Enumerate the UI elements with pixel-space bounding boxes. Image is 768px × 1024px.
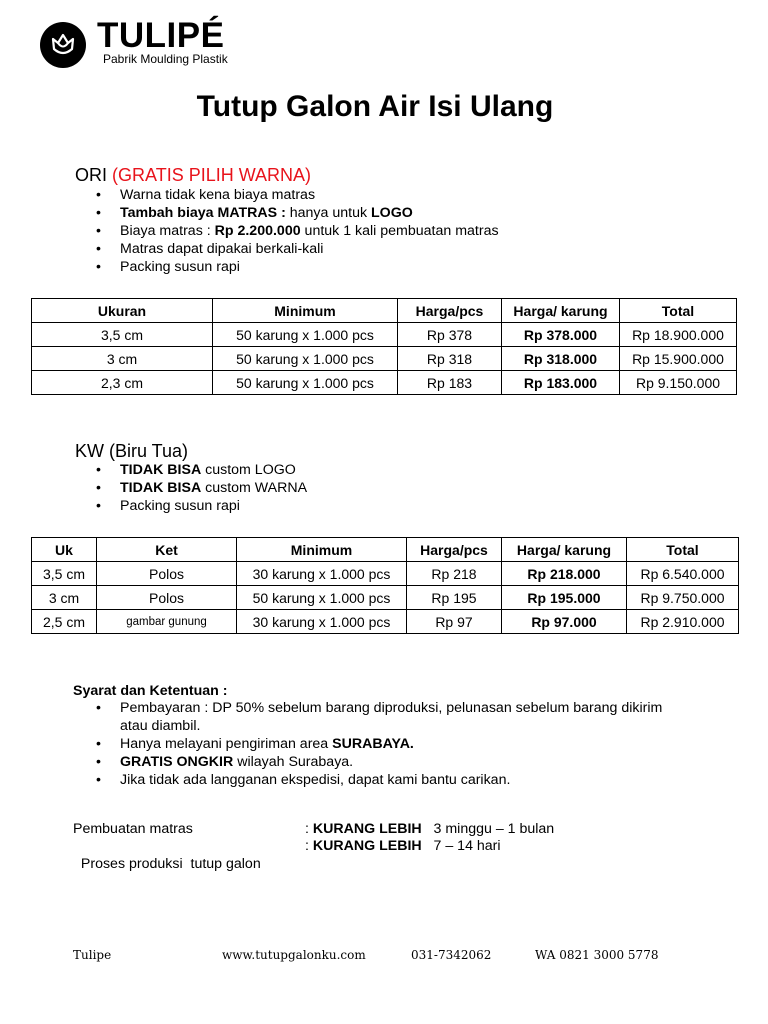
table-cell: Rp 183 (398, 371, 502, 395)
table-row (32, 562, 739, 586)
table-cell: 2,5 cm (32, 610, 97, 634)
table-cell: 30 karung x 1.000 pcs (237, 562, 407, 586)
table-cell: Rp 2.910.000 (627, 610, 739, 634)
schedule-row (73, 837, 261, 873)
table-cell: 3 cm (32, 586, 97, 610)
table-cell: Rp 9.150.000 (620, 371, 737, 395)
list-item: • GRATIS ONGKIR wilayah Surabaya. (94, 753, 694, 771)
table-row (32, 323, 737, 347)
list-item: • Hanya melayani pengiriman area SURABAYA. (94, 735, 694, 753)
table-header-row (32, 299, 737, 323)
brand-name: TULIPÉ (97, 16, 225, 55)
column-header: Harga/pcs (407, 538, 502, 562)
table-row (32, 347, 737, 371)
column-header: Minimum (237, 538, 407, 562)
list-item: • Jika tidak ada langganan ekspedisi, dapat kami bantu carikan. (94, 771, 694, 789)
table-row (32, 371, 737, 395)
table-cell: Rp 97 (407, 610, 502, 634)
table-cell: Rp 97.000 (502, 610, 627, 634)
column-header: Harga/ karung (502, 299, 620, 323)
column-header: Harga/pcs (398, 299, 502, 323)
terms-heading: Syarat dan Ketentuan : (73, 683, 228, 699)
table-cell: 30 karung x 1.000 pcs (237, 610, 407, 634)
kw-heading: KW (Biru Tua) (75, 441, 189, 461)
table-cell: Rp 378.000 (502, 323, 620, 347)
list-item: • Biaya matras : Rp 2.200.000 untuk 1 kali pembuatan matras (94, 222, 694, 240)
table-cell: 3,5 cm (32, 562, 97, 586)
footer-website: www.tutupgalonku.com (222, 948, 366, 962)
column-header: Ukuran (32, 299, 213, 323)
table-cell: 50 karung x 1.000 pcs (237, 586, 407, 610)
column-header: Uk (32, 538, 97, 562)
table-cell: Rp 218 (407, 562, 502, 586)
table-cell: Rp 318 (398, 347, 502, 371)
table-cell: Rp 18.900.000 (620, 323, 737, 347)
terms-list (94, 699, 694, 789)
kw-price-table (31, 537, 739, 634)
footer-phone: 031-7342062 (411, 948, 492, 962)
ori-heading-main: ORI (75, 165, 108, 185)
table-cell: Rp 218.000 (502, 562, 627, 586)
list-item: • TIDAK BISA custom WARNA (94, 479, 694, 497)
table-cell: Rp 9.750.000 (627, 586, 739, 610)
ori-heading-accent: (GRATIS PILIH WARNA) (112, 165, 312, 185)
list-item: • Pembayaran : DP 50% sebelum barang diproduksi, pelunasan sebelum barang dikirim atau diambil. (94, 699, 690, 735)
schedule-label: Proses produksi tutup galon (80, 856, 261, 872)
list-item: • Matras dapat dipakai berkali-kali (94, 240, 694, 258)
table-cell: gambar gunung (97, 610, 237, 634)
table-row (32, 610, 739, 634)
footer-name: Tulipe (73, 948, 112, 962)
column-header: Minimum (213, 299, 398, 323)
footer-whatsapp: WA 0821 3000 5778 (535, 948, 659, 962)
column-header: Harga/ karung (502, 538, 627, 562)
ori-bullet-list (94, 186, 694, 276)
table-cell: 2,3 cm (32, 371, 213, 395)
list-item: • Tambah biaya MATRAS : hanya untuk LOGO (94, 204, 694, 222)
column-header: Ket (97, 538, 237, 562)
table-header-row (32, 538, 739, 562)
schedule-value: : KURANG LEBIH 7 – 14 hari (305, 838, 501, 854)
list-item: • Packing susun rapi (94, 497, 694, 515)
list-item: • Warna tidak kena biaya matras (94, 186, 694, 204)
schedule-label: Pembuatan matras (73, 821, 193, 837)
table-cell: Rp 195 (407, 586, 502, 610)
table-cell: 3,5 cm (32, 323, 213, 347)
brand-tagline: Pabrik Moulding Plastik (103, 52, 228, 66)
page-title: Tutup Galon Air Isi Ulang (196, 90, 554, 123)
column-header: Total (627, 538, 739, 562)
table-cell: Rp 195.000 (502, 586, 627, 610)
table-cell: Rp 15.900.000 (620, 347, 737, 371)
table-cell: Polos (97, 562, 237, 586)
table-cell: 50 karung x 1.000 pcs (213, 323, 398, 347)
column-header: Total (620, 299, 737, 323)
kw-bullet-list (94, 461, 694, 515)
table-cell: Rp 378 (398, 323, 502, 347)
table-cell: 50 karung x 1.000 pcs (213, 371, 398, 395)
ori-price-table (31, 298, 737, 395)
list-item: • TIDAK BISA custom LOGO (94, 461, 694, 479)
table-cell: Rp 183.000 (502, 371, 620, 395)
table-cell: Rp 318.000 (502, 347, 620, 371)
schedule-row (73, 820, 193, 838)
tulip-logo-icon (40, 22, 86, 68)
table-cell: 50 karung x 1.000 pcs (213, 347, 398, 371)
table-cell: Polos (97, 586, 237, 610)
schedule-value: : KURANG LEBIH 3 minggu – 1 bulan (305, 821, 555, 837)
ori-heading (75, 164, 311, 186)
table-row (32, 586, 739, 610)
table-cell: Rp 6.540.000 (627, 562, 739, 586)
table-cell: 3 cm (32, 347, 213, 371)
list-item: • Packing susun rapi (94, 258, 694, 276)
